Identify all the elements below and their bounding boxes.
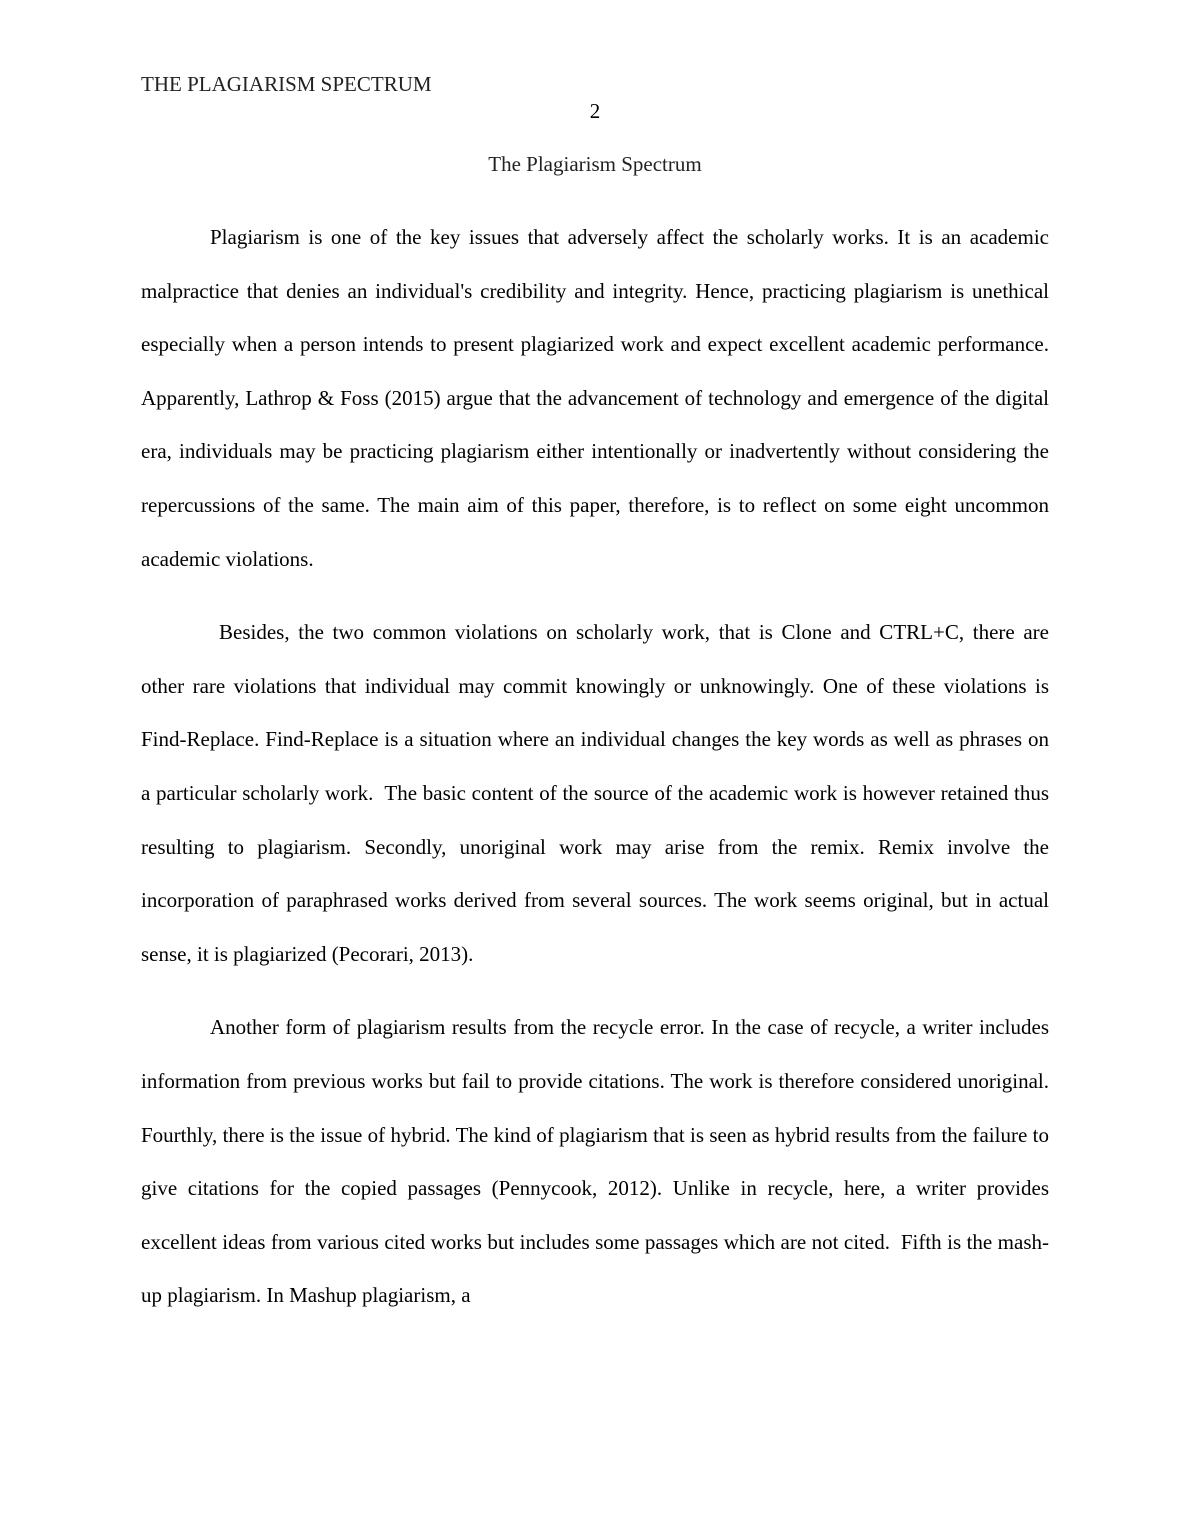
running-head: THE PLAGIARISM SPECTRUM <box>141 72 432 96</box>
body-text <box>141 211 1070 1343</box>
page-number: 2 <box>589 99 601 123</box>
page-title: The Plagiarism Spectrum <box>488 152 702 176</box>
paragraph-introduction: Plagiarism is one of the key issues that adversely affect the scholarly works. It is an academic malpractice that denies an individual's credibility and integrity. Hence, practicing plagiarism is unethical especially when a person intends to present plagiarized work and expect excellent academic performance. Apparently, Lathrop & Foss (2015) argue that the advancement of technology and emergence of the digital era, individuals may be practicing plagiarism either intentionally or inadvertently without considering the repercussions of the same. The main aim of this paper, therefore, is to reflect on some eight uncommon academic violations. <box>141 225 1070 571</box>
paragraph-find-replace-remix: Besides, the two common violations on scholarly work, that is Clone and CTRL+C, there are other rare violations that individual may commit knowingly or unknowingly. One of these violations is Find-Replace. Find-Replace is a situation where an individual changes the key words as well as phrases on a particular scholarly work. The basic content of the source of the academic work is however retained thus resulting to plagiarism. Secondly, unoriginal work may arise from the remix. Remix involve the incorporation of paraphrased works derived from several sources. The work seems original, but in actual sense, it is plagiarized (Pecorari, 2013). <box>141 620 1055 966</box>
paragraph-recycle-hybrid: Another form of plagiarism results from the recycle error. In the case of recycle, a writer includes information from previous works but fail to provide citations. The work is therefore considered unoriginal. Fourthly, there is the issue of hybrid. The kind of plagiarism that is seen as hybrid results from the failure to give citations for the copied passages (Pennycook, 2012). Unlike in recycle, here, a writer provides excellent ideas from various cited works but includes some passages which are not cited. Fifth is the mash-up plagiarism. In Mashup plagiarism, a <box>141 1015 1055 1308</box>
